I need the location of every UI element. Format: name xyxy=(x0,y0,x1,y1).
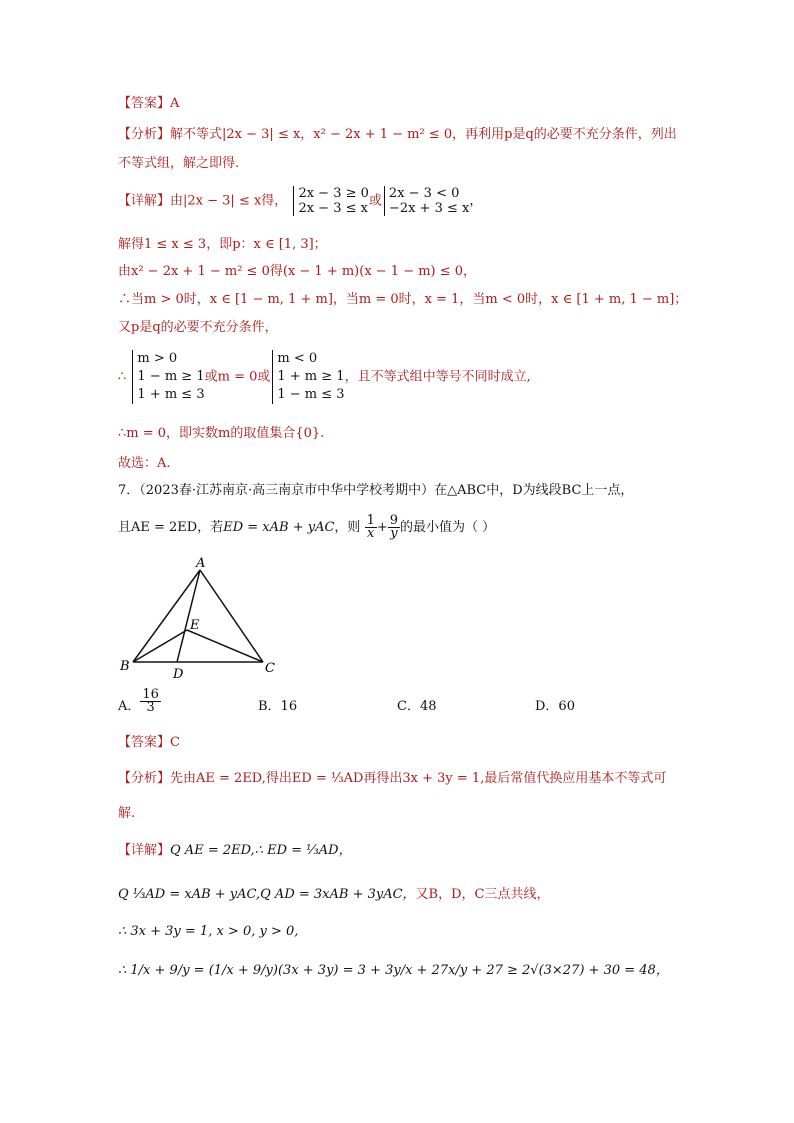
option-a-numerator: 16 xyxy=(142,687,159,702)
sys3-row-0: m > 0 xyxy=(137,351,178,366)
detail2-line-2 xyxy=(118,886,549,904)
analysis-line-1 xyxy=(118,126,677,144)
sys4-row-0: m < 0 xyxy=(277,351,318,366)
detail2-eq-2: Q ⅓AD = xAB + yAC,Q AD = 3xAB + 3yAC， xyxy=(118,887,416,902)
or-m-zero: 或m = 0或 xyxy=(204,369,271,385)
detail2-collinear: 又B，D，C三点共线， xyxy=(415,887,550,902)
analysis-line-2 xyxy=(118,155,239,173)
factor-line: 由x² − 2x + 1 − m² ≤ 0得(x − 1 + m)(x − 1 − m) ≤ 0， xyxy=(118,264,477,279)
q7-stem-line-1: 7．（2023春·江苏南京·高三南京市中华中学校考期中）在△ABC中，D为线段BC上一点， xyxy=(118,483,634,498)
sys2-row-b: −2x + 3 ≤ x xyxy=(388,201,470,216)
system-suffix: ，且不等式组中等号不同时成立, xyxy=(344,369,531,385)
q7-stem-a: 且AE = 2ED，若 xyxy=(118,520,224,535)
cases-line: ∴当m > 0时，x ∈ [1 − m, 1 + m]，当m = 0时，x = 1，当m < 0时，x ∈ [1 + m, 1 − m]； xyxy=(118,292,688,307)
therefore-symbol: ∴ xyxy=(118,369,127,385)
answer-tag: 【答案】 xyxy=(118,96,171,111)
analysis2-line-1 xyxy=(118,770,666,788)
detail2-line-3: ∴ 3x + 3y = 1, x > 0, y > 0, xyxy=(118,924,299,939)
inequality-system-4 xyxy=(272,350,344,404)
q7-stem-b: ，则 xyxy=(334,520,361,535)
segment-ad xyxy=(177,570,200,662)
detail-prefix: 由|2x − 3| ≤ x得， xyxy=(170,193,288,209)
solve-line: 解得1 ≤ x ≤ 3，即p：x ∈ [1, 3]； xyxy=(118,237,327,252)
answer-value: A xyxy=(170,96,180,111)
frac1-denominator: x xyxy=(367,526,375,541)
detail-tag: 【详解】 xyxy=(118,193,171,209)
q7-stem-line-2 xyxy=(118,515,495,540)
label-a: A xyxy=(196,556,206,571)
detail2-eq-1: Q AE = 2ED,∴ ED = ⅓AD， xyxy=(170,843,352,858)
frac2-numerator: 9 xyxy=(389,513,399,528)
answer-line-1 xyxy=(118,95,179,113)
option-c[interactable]: C．48 xyxy=(397,699,437,714)
answer-tag-2: 【答案】 xyxy=(118,735,171,750)
system-line xyxy=(118,350,531,404)
option-a[interactable] xyxy=(118,687,161,716)
analysis-text: 解不等式|2x − 3| ≤ x，x² − 2x + 1 − m² ≤ 0，再利用p是q的必要不充分条件，列出 xyxy=(170,127,677,142)
detail-suffix: ， xyxy=(469,193,483,209)
analysis2-text: 先由AE = 2ED,得出ED = ⅓AD再得出3x + 3y = 1,最后常值代换应用基本不等式可 xyxy=(170,771,667,786)
analysis2-line-2: 解. xyxy=(118,806,136,821)
q7-options xyxy=(118,687,678,726)
sys4-row-1: 1 + m ≥ 1 xyxy=(277,369,345,384)
sys3-row-2: 1 + m ≤ 3 xyxy=(137,387,205,402)
q7-plus: + xyxy=(376,520,388,535)
choice-line: 故选：A. xyxy=(118,456,171,471)
label-b: B xyxy=(120,659,130,674)
analysis-tag: 【分析】 xyxy=(118,127,171,142)
detail2-line-4: ∴ 1/x + 9/y = (1/x + 9/y)(3x + 3y) = 3 + 3y/x + 27x/y + 27 ≥ 2√(3×27) + 30 = 48， xyxy=(118,963,669,978)
detail2-line-1 xyxy=(118,842,352,860)
option-a-fraction xyxy=(140,689,161,714)
analysis-text-cont: 不等式组，解之即得. xyxy=(118,156,240,171)
side-ab xyxy=(133,570,200,662)
label-e: E xyxy=(190,618,200,633)
detail-line-1 xyxy=(118,186,482,216)
option-b[interactable]: B．16 xyxy=(258,699,298,714)
q7-fraction-1 xyxy=(365,515,377,540)
q7-vector-equation: ED = xAB + yAC xyxy=(223,520,335,535)
frac1-numerator: 1 xyxy=(366,513,375,528)
option-a-label: A． xyxy=(118,699,141,714)
necessary-line: 又p是q的必要不充分条件， xyxy=(118,320,278,335)
sys1-row-b: 2x − 3 ≤ x xyxy=(298,201,368,216)
inequality-system-1 xyxy=(293,186,368,216)
label-c: C xyxy=(265,661,275,676)
sys3-row-1: 1 − m ≥ 1 xyxy=(137,369,205,384)
detail-tag-2: 【详解】 xyxy=(118,843,171,858)
inequality-system-3 xyxy=(132,350,204,404)
option-d[interactable]: D．60 xyxy=(535,699,575,714)
frac2-denominator: y xyxy=(390,526,398,541)
option-a-denominator: 3 xyxy=(146,700,155,715)
answer-value-2: C xyxy=(170,735,180,750)
analysis-tag-2: 【分析】 xyxy=(118,771,171,786)
result-line: ∴m = 0，即实数m的取值集合{0}. xyxy=(118,426,325,441)
sys4-row-2: 1 − m ≤ 3 xyxy=(277,387,345,402)
q7-fraction-2 xyxy=(388,515,400,540)
sys2-row-a: 2x − 3 < 0 xyxy=(388,186,460,201)
label-d: D xyxy=(173,667,184,682)
triangle-figure xyxy=(115,552,285,682)
sys1-row-a: 2x − 3 ≥ 0 xyxy=(298,186,369,201)
or-word-1: 或 xyxy=(368,193,382,209)
answer-line-2 xyxy=(118,734,180,752)
inequality-system-2 xyxy=(384,186,469,216)
q7-stem-c: 的最小值为（ ） xyxy=(400,520,496,535)
